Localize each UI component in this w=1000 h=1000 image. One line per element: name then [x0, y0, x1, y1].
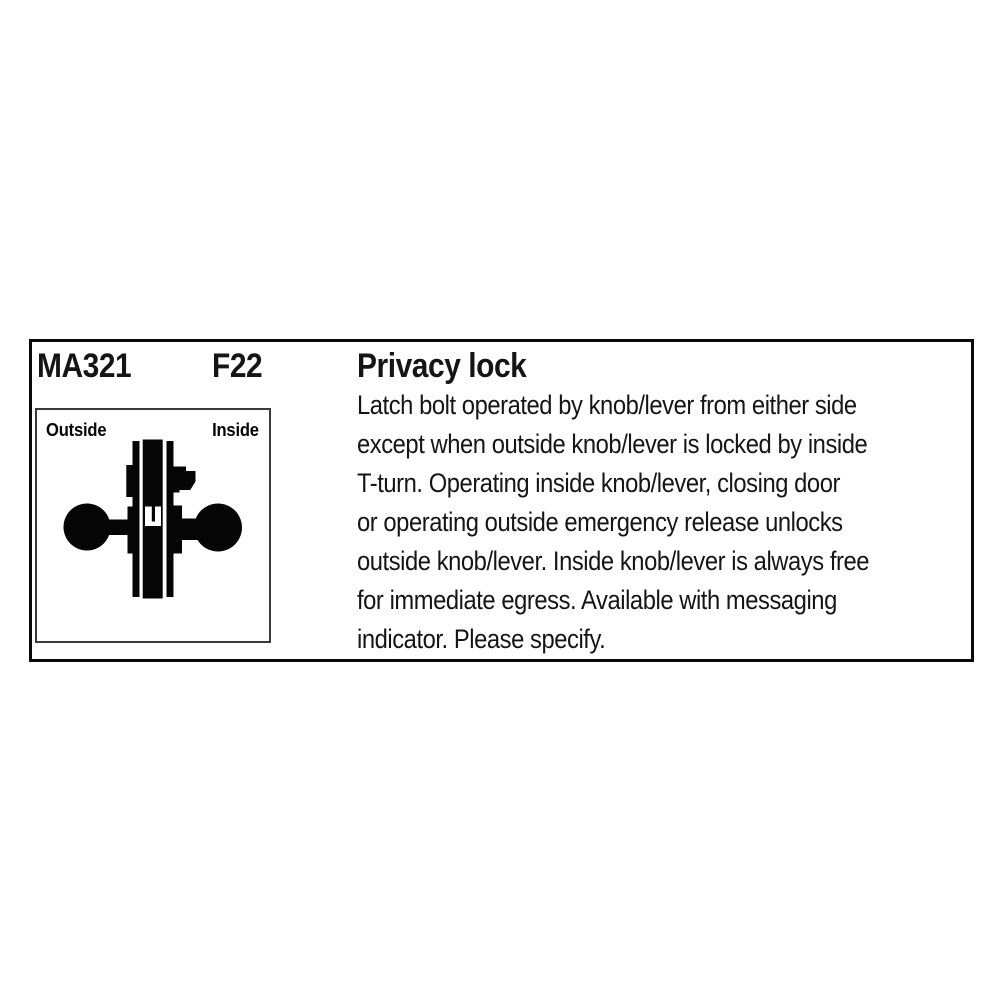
- description-line: Latch bolt operated by knob/lever from either side: [357, 390, 857, 420]
- outside-label: Outside: [46, 420, 107, 440]
- outside-knob: [64, 504, 111, 551]
- description-line: indicator. Please specify.: [357, 624, 606, 654]
- card-title: Privacy lock: [357, 347, 527, 385]
- inside-plate: [167, 441, 174, 597]
- diagram-panel: [35, 408, 271, 643]
- description-line: except when outside knob/lever is locked by inside: [357, 429, 868, 459]
- inside-knob: [194, 504, 242, 552]
- description-line: T-turn. Operating inside knob/lever, closing door: [357, 468, 840, 498]
- description-line: or operating outside emergency release unlocks: [357, 507, 843, 537]
- inside-rose: [174, 506, 183, 554]
- outside-plate: [133, 441, 140, 597]
- description-line: outside knob/lever. Inside knob/lever is always free: [357, 546, 870, 576]
- mortise-lock-cross-section-icon: [37, 410, 269, 641]
- function-code: F22: [212, 347, 263, 385]
- model-code: MA321: [37, 347, 132, 385]
- indicator-divider: [152, 507, 155, 522]
- cylinder-bump: [126, 465, 133, 497]
- description: [357, 386, 972, 659]
- spec-card: [29, 339, 974, 662]
- latch-bolt: [173, 467, 196, 493]
- description-line: for immediate egress. Available with messaging: [357, 585, 837, 615]
- inside-label: Inside: [212, 420, 259, 440]
